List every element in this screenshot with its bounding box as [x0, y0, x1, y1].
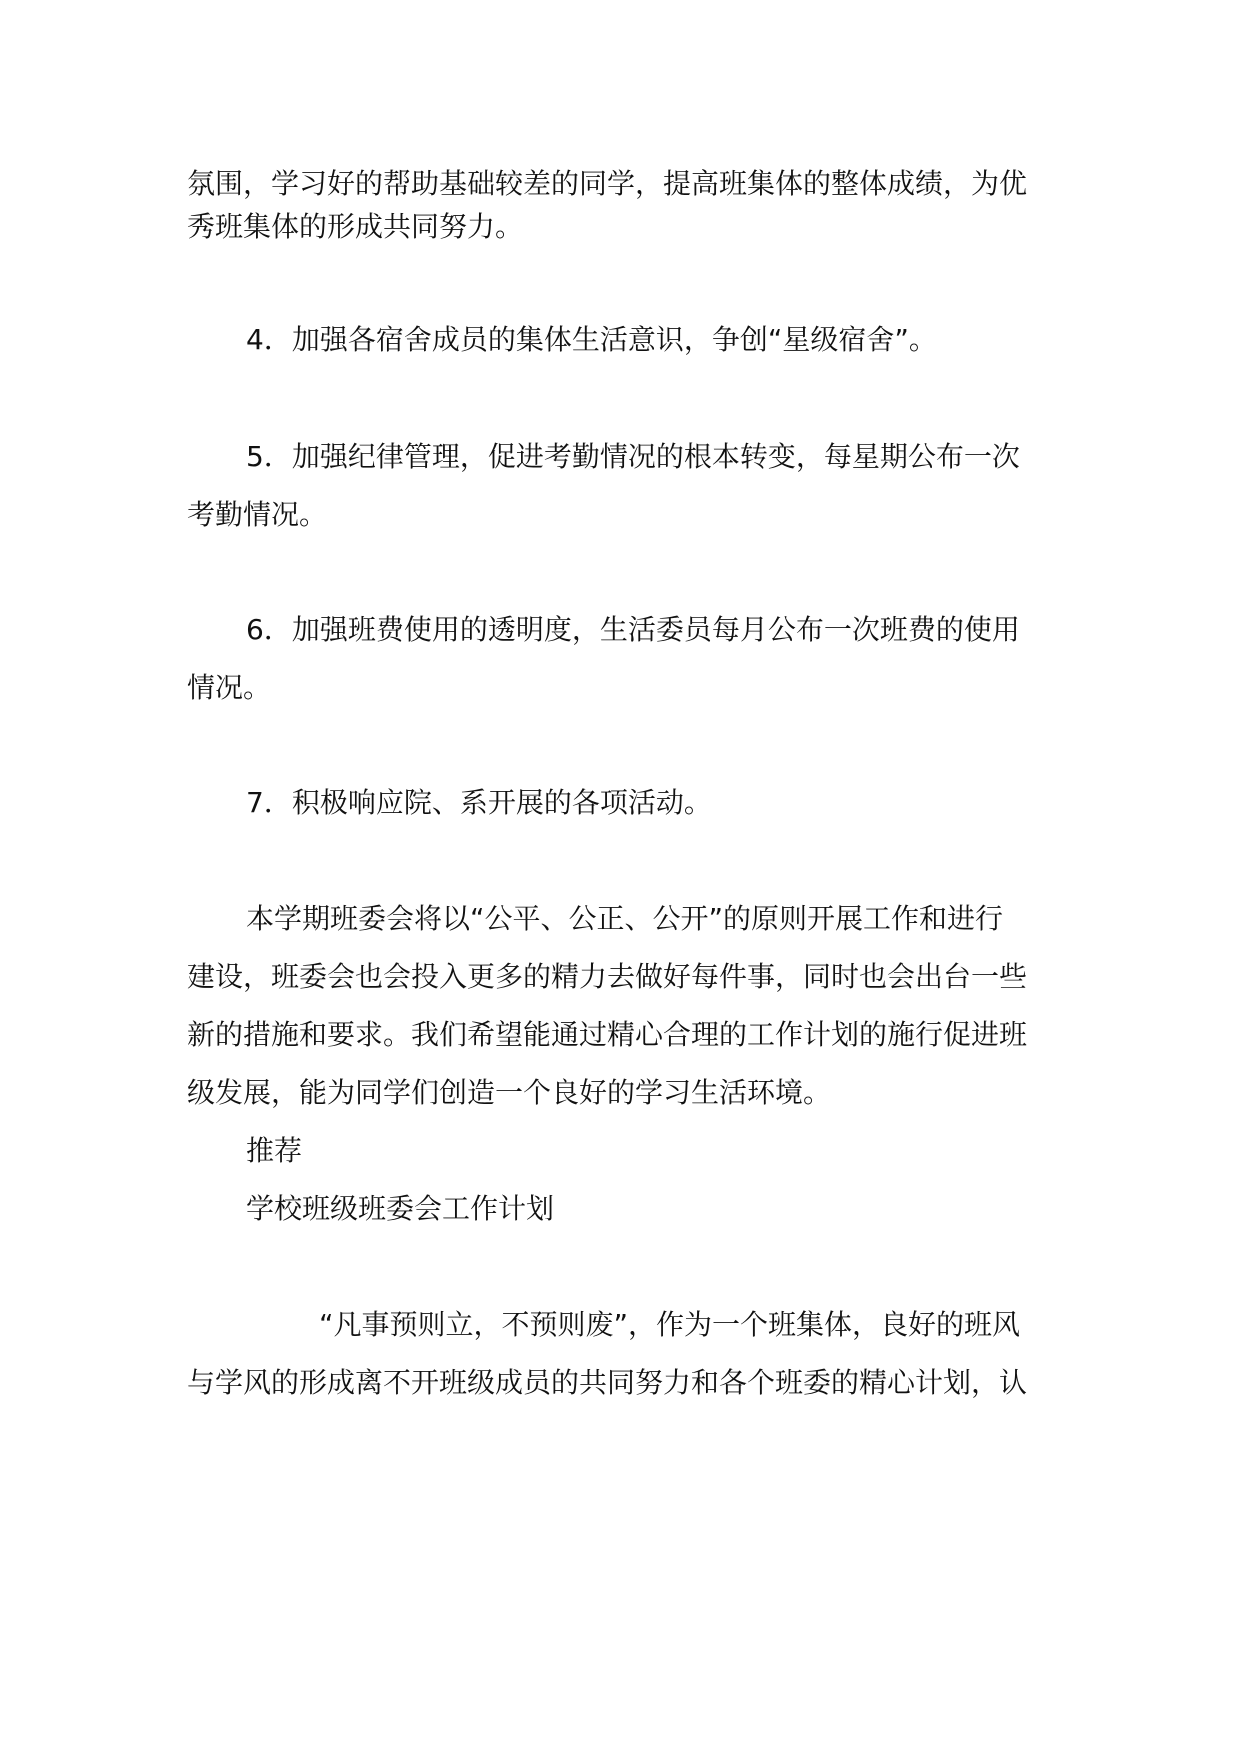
- list-item-4: 4．加强各宿舍成员的集体生活意识，争创“星级宿舍”。: [246, 323, 937, 356]
- list-item-7: 7．积极响应院、系开展的各项活动。: [246, 786, 712, 819]
- paragraph-line: 与学风的形成离不开班级成员的共同努力和各个班委的精心计划，认: [187, 1366, 1028, 1399]
- list-item-5: 5．加强纪律管理，促进考勤情况的根本转变，每星期公布一次: [246, 440, 1020, 473]
- paragraph-line: 新的措施和要求。我们希望能通过精心合理的工作计划的施行促进班: [187, 1018, 1028, 1051]
- paragraph-line: 氛围，学习好的帮助基础较差的同学，提高班集体的整体成绩，为优: [187, 167, 1028, 200]
- recommend-label: 推荐: [246, 1134, 303, 1167]
- paragraph-line: “凡事预则立，不预则废”，作为一个班集体，良好的班风: [319, 1308, 1021, 1341]
- paragraph-line: 级发展，能为同学们创造一个良好的学习生活环境。: [187, 1076, 832, 1109]
- list-item-6: 6．加强班费使用的透明度，生活委员每月公布一次班费的使用: [246, 613, 1020, 646]
- paragraph-line: 情况。: [187, 671, 272, 704]
- paragraph-line: 秀班集体的形成共同努力。: [187, 210, 524, 243]
- paragraph-line: 本学期班委会将以“公平、公正、公开”的原则开展工作和进行: [246, 902, 1004, 935]
- paragraph-line: 建设，班委会也会投入更多的精力去做好每件事，同时也会出台一些: [187, 960, 1028, 993]
- paragraph-line: 考勤情况。: [187, 498, 328, 531]
- recommended-title: 学校班级班委会工作计划: [246, 1192, 555, 1225]
